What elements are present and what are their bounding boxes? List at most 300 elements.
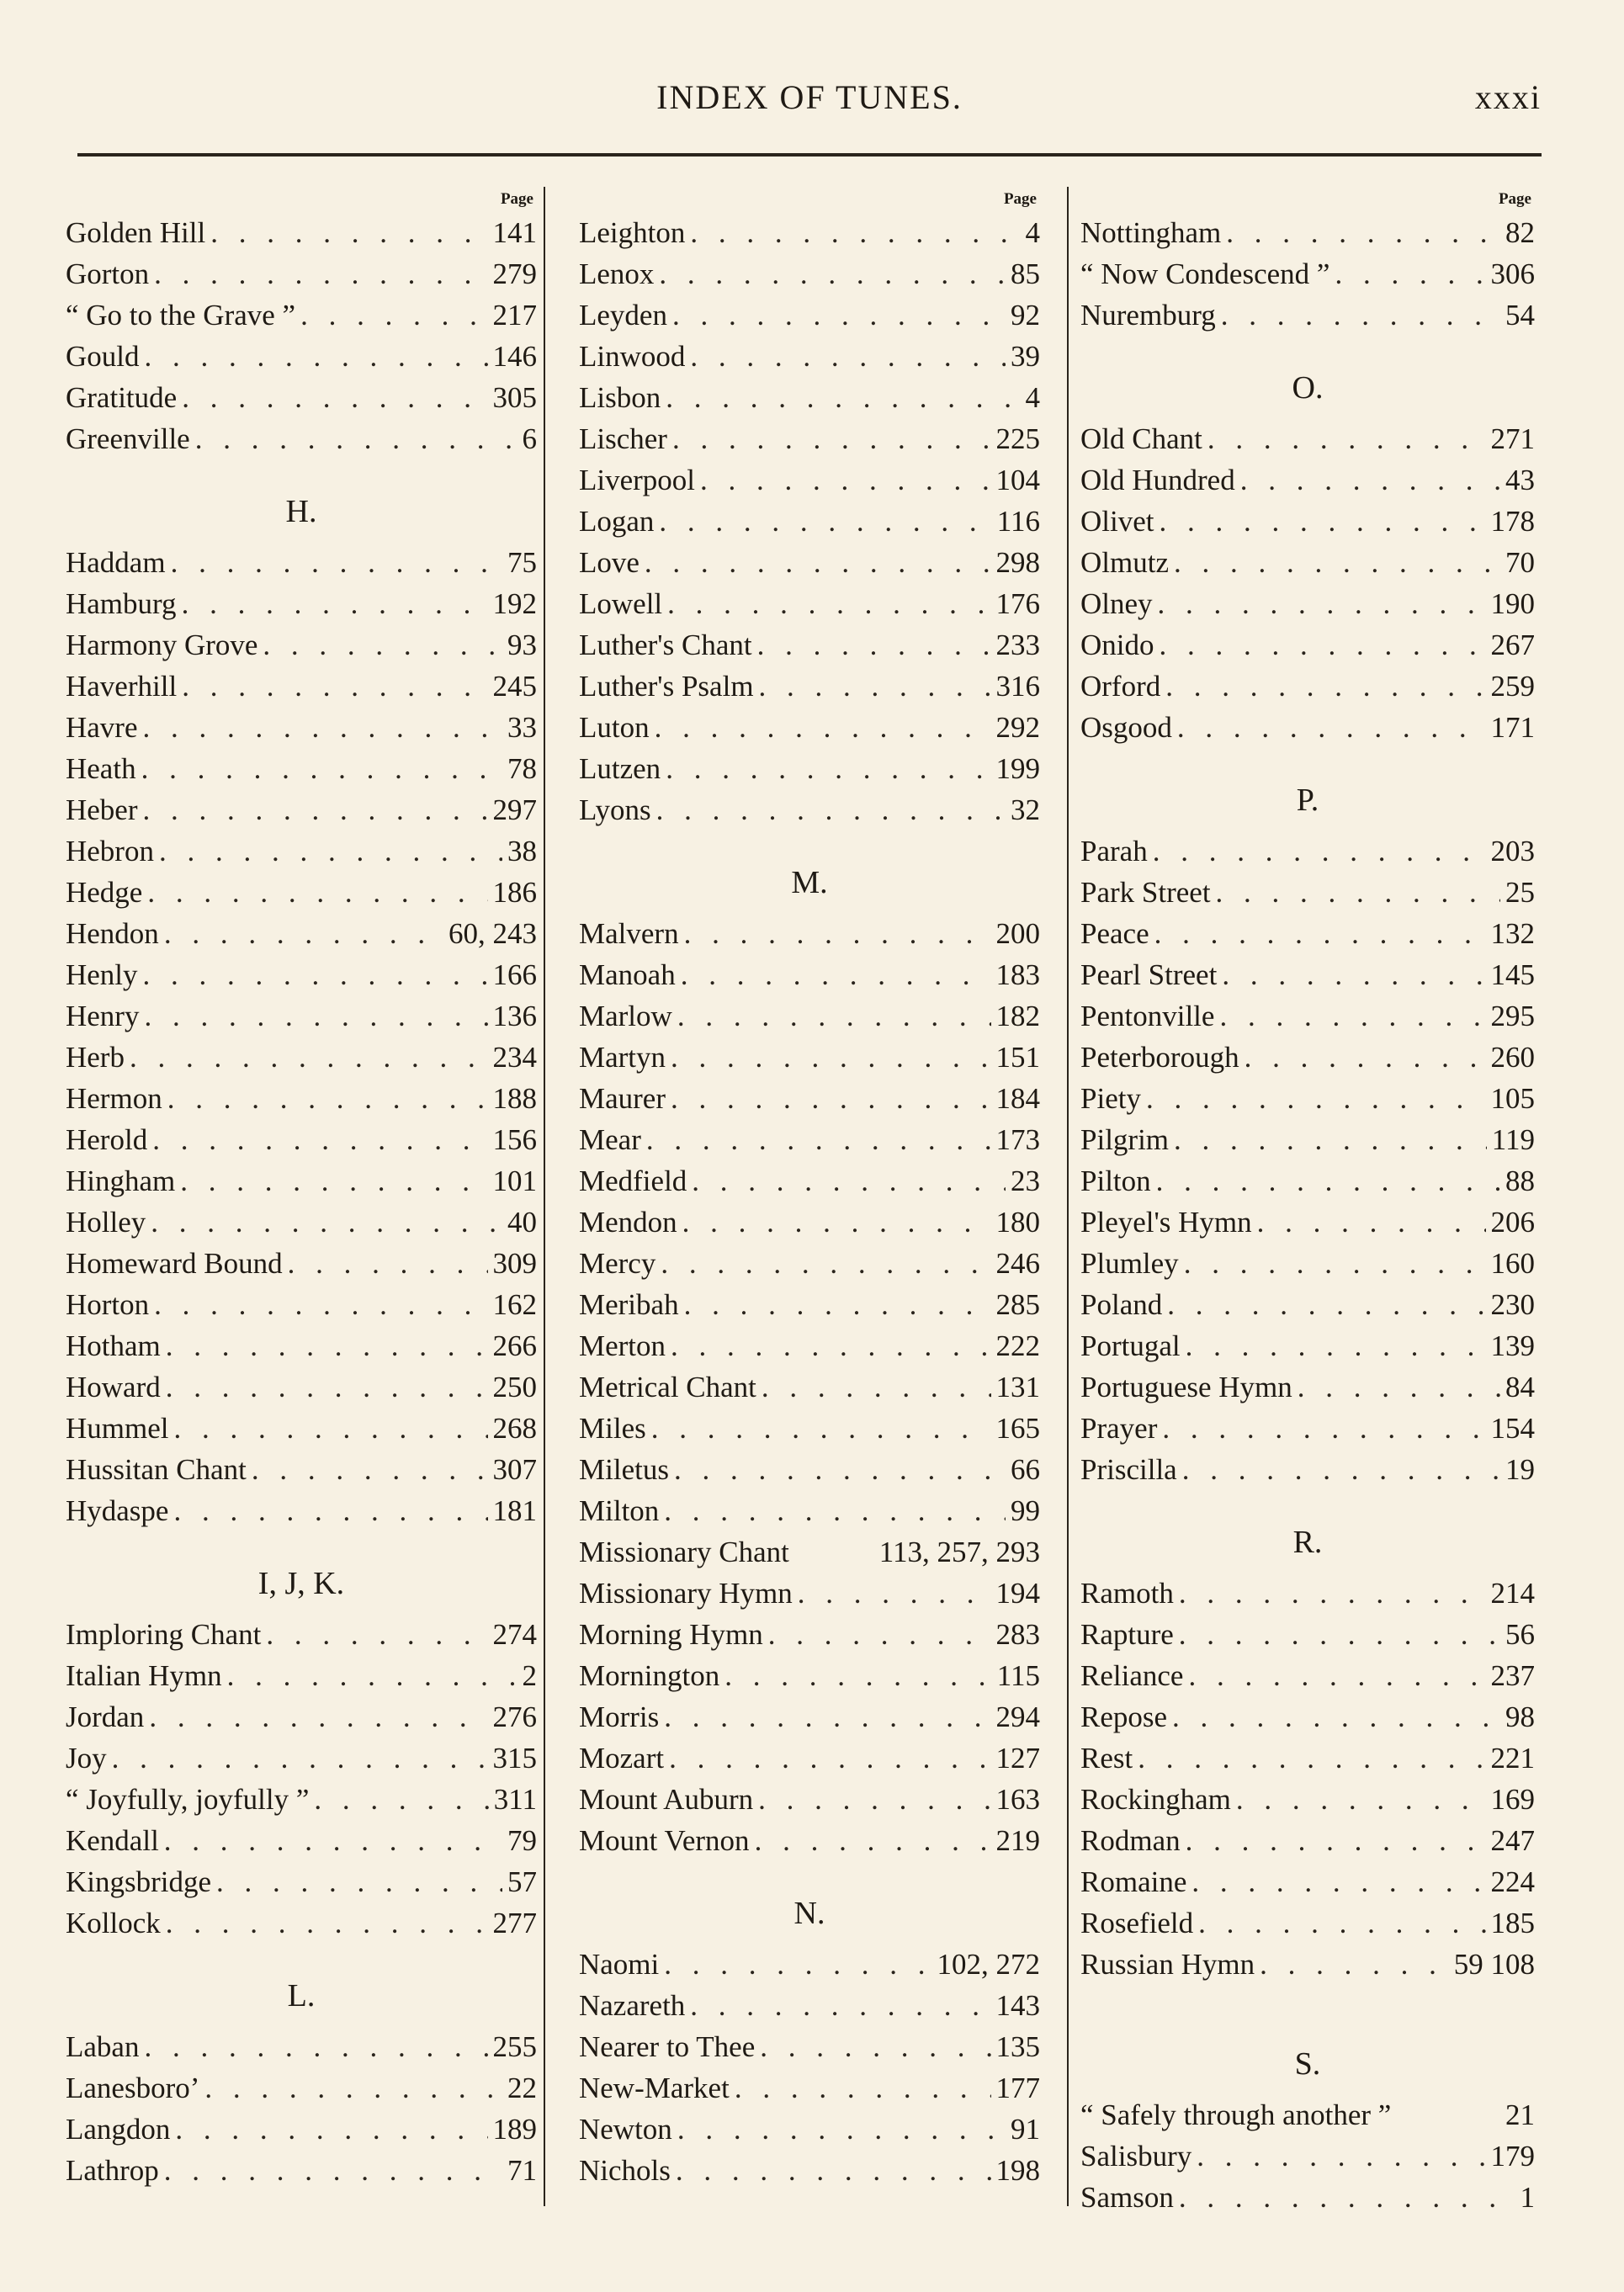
tune-name: Hotham <box>66 1329 161 1362</box>
page-reference: 22 <box>507 2072 537 2104</box>
tune-name: Lathrop <box>66 2154 159 2187</box>
dot-leader <box>667 418 991 459</box>
tune-name: Miletus <box>579 1453 669 1486</box>
page-reference: 246 <box>995 1247 1040 1280</box>
page-reference: 305 <box>492 381 537 414</box>
index-entry <box>1080 666 1535 707</box>
index-entry <box>579 624 1040 666</box>
page-reference: 163 <box>995 1783 1040 1816</box>
index-entry <box>1080 2177 1535 2218</box>
dot-leader <box>159 913 443 954</box>
index-entry <box>1080 1202 1535 1243</box>
dot-leader <box>1174 1614 1500 1655</box>
tune-name: Nuremburg <box>1080 299 1216 332</box>
page-reference: 255 <box>492 2030 537 2063</box>
dot-leader <box>667 294 1006 336</box>
index-entry <box>66 830 537 872</box>
tune-name: Jordan <box>66 1700 145 1733</box>
index-entry <box>1080 830 1535 872</box>
tune-name: Maurer <box>579 1082 666 1115</box>
page-reference: 259 <box>1490 670 1535 703</box>
dot-leader <box>170 2109 487 2150</box>
tune-name: Nearer to Thee <box>579 2030 756 2063</box>
index-entry <box>579 1655 1040 1696</box>
page-reference: 221 <box>1490 1742 1535 1775</box>
tune-name: Gorton <box>66 257 150 290</box>
page-reference: 181 <box>492 1494 537 1527</box>
tune-name: Golden Hill <box>66 216 206 249</box>
page-reference: 266 <box>492 1329 537 1362</box>
dot-leader <box>679 913 991 954</box>
dot-leader <box>190 418 517 459</box>
tune-name: Old Chant <box>1080 422 1202 455</box>
dot-leader <box>672 995 991 1037</box>
page-reference: 23 <box>1011 1165 1040 1197</box>
page-reference: 88 <box>1505 1165 1535 1197</box>
tune-name: Love <box>579 546 640 579</box>
index-entry <box>1080 954 1535 995</box>
tune-name: Rockingham <box>1080 1783 1231 1816</box>
page-reference: 154 <box>1490 1412 1535 1445</box>
tune-name: Langdon <box>66 2113 171 2146</box>
page-reference: 250 <box>492 1371 537 1403</box>
index-entry <box>66 1119 537 1160</box>
dot-leader <box>205 212 487 253</box>
tune-name: Medfield <box>579 1165 687 1197</box>
tune-name: “ Go to the Grave ” <box>66 299 296 332</box>
dot-leader <box>662 583 990 624</box>
dot-leader <box>1167 1696 1500 1738</box>
index-column-2 <box>579 187 1040 2191</box>
page-reference: 4 <box>1025 381 1040 414</box>
index-entry <box>1080 1696 1535 1738</box>
page-reference: 206 <box>1490 1206 1535 1239</box>
page-reference: 182 <box>995 1000 1040 1032</box>
index-entry <box>66 1738 537 1779</box>
page-reference: 180 <box>995 1206 1040 1239</box>
tune-name: Hussitan Chant <box>66 1453 247 1486</box>
index-entry <box>66 542 537 583</box>
dot-leader <box>1174 2177 1515 2218</box>
tune-name: Martyn <box>579 1041 666 1074</box>
dot-leader <box>168 1490 487 1531</box>
index-entry <box>579 1202 1040 1243</box>
section-letter: M. <box>791 865 828 900</box>
index-entry <box>66 1202 537 1243</box>
column-divider <box>544 187 545 2206</box>
tune-name: Laban <box>66 2030 140 2063</box>
dot-leader <box>752 624 991 666</box>
tune-name: Italian Hymn <box>66 1659 222 1692</box>
tune-name: Mount Vernon <box>579 1824 750 1857</box>
dot-leader <box>730 2067 991 2109</box>
page-reference: 165 <box>995 1412 1040 1445</box>
page-reference: 311 <box>493 1783 537 1816</box>
index-entry <box>579 1037 1040 1078</box>
page-reference: 2 <box>522 1659 537 1692</box>
page-reference: 56 <box>1505 1618 1535 1651</box>
page-reference: 1 <box>1520 2181 1535 2214</box>
page-reference: 230 <box>1490 1288 1535 1321</box>
tune-name: Park Street <box>1080 876 1211 909</box>
index-entry <box>1080 1366 1535 1408</box>
tune-name: Mozart <box>579 1742 665 1775</box>
tune-name: Old Hundred <box>1080 464 1235 496</box>
page-reference: 192 <box>492 587 537 620</box>
dot-leader <box>1186 1861 1485 1902</box>
index-entry <box>66 624 537 666</box>
tune-name: Portuguese Hymn <box>1080 1371 1292 1403</box>
dot-leader <box>222 1655 517 1696</box>
index-entry <box>66 1284 537 1325</box>
index-entry <box>66 789 537 830</box>
dot-leader <box>168 1408 487 1449</box>
tune-name: Mear <box>579 1123 641 1156</box>
page-reference: 176 <box>995 587 1040 620</box>
index-entry <box>1080 212 1535 253</box>
page-reference: 75 <box>507 546 537 579</box>
dot-leader <box>1191 2135 1485 2177</box>
tune-name: Mercy <box>579 1247 656 1280</box>
tune-name: Poland <box>1080 1288 1163 1321</box>
dot-leader <box>144 1696 487 1738</box>
page-reference: 225 <box>995 422 1040 455</box>
page-reference: 40 <box>507 1206 537 1239</box>
tune-name: Orford <box>1080 670 1161 703</box>
index-entry <box>1080 459 1535 501</box>
spacer <box>1080 1985 1535 2012</box>
section-letter: L. <box>287 1978 316 2013</box>
page-reference: 82 <box>1505 216 1535 249</box>
section-letter: P. <box>1296 783 1319 818</box>
dot-leader <box>685 212 1020 253</box>
page-title: INDEX OF TUNES. <box>656 78 963 116</box>
page-reference: 105 <box>1490 1082 1535 1115</box>
dot-leader <box>661 377 1020 418</box>
page-reference: 219 <box>995 1824 1040 1857</box>
page-reference: 186 <box>492 876 537 909</box>
tune-name: Leighton <box>579 216 686 249</box>
page-reference: 198 <box>995 2154 1040 2187</box>
dot-leader <box>1151 1160 1500 1202</box>
index-entry <box>579 666 1040 707</box>
page-reference: 179 <box>1490 2140 1535 2173</box>
page-reference: 307 <box>492 1453 537 1486</box>
index-entry <box>1080 1902 1535 1944</box>
page-reference: 32 <box>1011 793 1040 826</box>
page-reference: 190 <box>1490 587 1535 620</box>
tune-name: Havre <box>66 711 138 744</box>
dot-leader <box>257 624 502 666</box>
tune-name: Peterborough <box>1080 1041 1239 1074</box>
page-reference: 101 <box>492 1165 537 1197</box>
index-entry <box>66 1325 537 1366</box>
index-entry <box>66 1861 537 1902</box>
section-letter: O. <box>1292 370 1324 406</box>
dot-leader <box>687 1160 1006 1202</box>
tune-name: Olney <box>1080 587 1153 620</box>
page-reference: 127 <box>995 1742 1040 1775</box>
page-reference: 306 <box>1490 257 1535 290</box>
tune-name: Plumley <box>1080 1247 1179 1280</box>
dot-leader <box>1179 1243 1486 1284</box>
tune-name: Pleyel's Hymn <box>1080 1206 1252 1239</box>
page-reference: 185 <box>1490 1907 1535 1939</box>
page-reference: 294 <box>995 1700 1040 1733</box>
dot-leader <box>672 2109 1006 2150</box>
index-entry <box>579 583 1040 624</box>
index-entry <box>66 1160 537 1202</box>
index-entry <box>579 1985 1040 2026</box>
tune-name: Rest <box>1080 1742 1133 1775</box>
index-entry <box>579 459 1040 501</box>
page-reference: 315 <box>492 1742 537 1775</box>
index-entry <box>579 1738 1040 1779</box>
page-reference: 98 <box>1505 1700 1535 1733</box>
dot-leader <box>140 336 488 377</box>
tune-name: Morris <box>579 1700 660 1733</box>
tune-name: Pilgrim <box>1080 1123 1170 1156</box>
tune-name: Lyons <box>579 793 651 826</box>
index-entry <box>66 1779 537 1820</box>
page-reference: 19 <box>1505 1453 1535 1486</box>
page-reference: 60, 243 <box>448 917 537 950</box>
dot-leader <box>1221 212 1500 253</box>
index-entry <box>579 1325 1040 1366</box>
page-reference: 104 <box>995 464 1040 496</box>
page-reference: 135 <box>995 2030 1040 2063</box>
dot-leader <box>685 336 1006 377</box>
dot-leader <box>1211 872 1500 913</box>
index-entry <box>66 1037 537 1078</box>
index-entry <box>579 1490 1040 1531</box>
dot-leader <box>1183 1655 1485 1696</box>
page-reference: 162 <box>492 1288 537 1321</box>
dot-leader <box>754 666 991 707</box>
dot-leader <box>1202 418 1486 459</box>
tune-name: Heber <box>66 793 138 826</box>
page-reference: 268 <box>492 1412 537 1445</box>
tune-name: Peace <box>1080 917 1149 950</box>
tune-name: Haddam <box>66 546 166 579</box>
index-entry <box>579 1119 1040 1160</box>
section-letter: S. <box>1294 2046 1321 2082</box>
index-entry <box>1080 1243 1535 1284</box>
page-reference: 91 <box>1011 2113 1040 2146</box>
page-reference: 71 <box>507 2154 537 2187</box>
tune-name: Portugal <box>1080 1329 1181 1362</box>
index-entry <box>579 1820 1040 1861</box>
index-entry <box>66 954 537 995</box>
tune-name: Marlow <box>579 1000 672 1032</box>
tune-name: New-Market <box>579 2072 730 2104</box>
page-reference: 70 <box>1505 546 1535 579</box>
page-reference: 177 <box>995 2072 1040 2104</box>
index-entry <box>1080 1037 1535 1078</box>
tune-name: Logan <box>579 505 655 538</box>
index-entry <box>66 418 537 459</box>
dot-leader <box>161 1366 488 1408</box>
dot-leader <box>161 1325 488 1366</box>
dot-leader <box>695 459 990 501</box>
dot-leader <box>146 1202 502 1243</box>
dot-leader <box>646 1408 991 1449</box>
tune-name: Repose <box>1080 1700 1168 1733</box>
dot-leader <box>161 1902 488 1944</box>
tune-name: Greenville <box>66 422 190 455</box>
index-entry <box>66 1490 537 1531</box>
dot-leader <box>1239 1037 1486 1078</box>
tune-name: “ Now Condescend ” <box>1080 257 1330 290</box>
index-entry <box>66 377 537 418</box>
tune-name: Haverhill <box>66 670 178 703</box>
dot-leader <box>654 253 1006 294</box>
dot-leader <box>640 542 991 583</box>
tune-name: Harmony Grove <box>66 629 258 661</box>
index-entry <box>579 1573 1040 1614</box>
index-entry <box>66 212 537 253</box>
dot-leader <box>175 1160 487 1202</box>
tune-name: Kollock <box>66 1907 161 1939</box>
index-entry <box>66 872 537 913</box>
index-entry <box>579 418 1040 459</box>
page-reference: 33 <box>507 711 537 744</box>
page-reference: 25 <box>1505 876 1535 909</box>
dot-leader <box>685 1985 990 2026</box>
dot-leader <box>261 1614 487 1655</box>
index-column-1 <box>66 187 537 2191</box>
tune-name: Lischer <box>579 422 667 455</box>
dot-leader <box>177 583 488 624</box>
section-letter: N. <box>793 1896 825 1931</box>
page-reference: 189 <box>492 2113 537 2146</box>
tune-name: Morning Hymn <box>579 1618 763 1651</box>
dot-leader <box>666 1325 990 1366</box>
dot-leader <box>1181 1820 1486 1861</box>
index-entry <box>1080 1078 1535 1119</box>
index-entry <box>579 789 1040 830</box>
page-number: xxxi <box>1474 78 1542 116</box>
tune-name: Hamburg <box>66 587 177 620</box>
page-reference: 113, 257, 293 <box>878 1536 1040 1568</box>
page-reference: 54 <box>1505 299 1535 332</box>
index-entry <box>1080 542 1535 583</box>
dot-leader <box>1149 913 1486 954</box>
dot-leader <box>1329 253 1485 294</box>
page-reference: 102, 272 <box>937 1948 1040 1981</box>
index-entry <box>66 583 537 624</box>
page-reference: 139 <box>1490 1329 1535 1362</box>
tune-name: Hingham <box>66 1165 176 1197</box>
dot-leader <box>149 253 487 294</box>
index-entry <box>579 2026 1040 2067</box>
dot-leader <box>671 2150 991 2191</box>
dot-leader <box>142 872 487 913</box>
tune-name: Lowell <box>579 587 663 620</box>
page-column-heading: Page <box>1003 190 1037 208</box>
tune-name: Piety <box>1080 1082 1141 1115</box>
dot-leader <box>641 1119 991 1160</box>
index-entry <box>1080 1944 1535 1985</box>
page-reference: 166 <box>492 958 537 991</box>
index-entry <box>66 1243 537 1284</box>
page-reference: 276 <box>492 1700 537 1733</box>
tune-name: Hedge <box>66 876 143 909</box>
tune-name: Malvern <box>579 917 679 950</box>
index-entry <box>66 1449 537 1490</box>
page-reference: 43 <box>1505 464 1535 496</box>
index-entry <box>579 2150 1040 2191</box>
dot-leader <box>1154 624 1486 666</box>
dot-leader <box>664 1738 990 1779</box>
dot-leader <box>669 1449 1006 1490</box>
dot-leader <box>1217 954 1485 995</box>
tune-name: Mornington <box>579 1659 720 1692</box>
index-entry <box>66 1902 537 1944</box>
tune-name: Parah <box>1080 835 1148 867</box>
tune-name: Metrical Chant <box>579 1371 756 1403</box>
dot-leader <box>247 1449 488 1490</box>
index-entry <box>1080 913 1535 954</box>
index-entry <box>1080 872 1535 913</box>
index-entry <box>1080 1573 1535 1614</box>
tune-name: Manoah <box>579 958 676 991</box>
index-entry <box>579 377 1040 418</box>
index-entry <box>1080 501 1535 542</box>
index-entry <box>579 913 1040 954</box>
dot-leader <box>309 1779 488 1820</box>
page-reference: 178 <box>1490 505 1535 538</box>
dot-leader <box>666 1078 990 1119</box>
index-entry <box>579 707 1040 748</box>
page-reference: 277 <box>492 1907 537 1939</box>
index-entry <box>66 2109 537 2150</box>
dot-leader <box>1169 1119 1487 1160</box>
index-entry <box>579 748 1040 789</box>
page-reference: 38 <box>507 835 537 867</box>
page-reference: 141 <box>492 216 537 249</box>
tune-name: Henly <box>66 958 138 991</box>
tune-name: Rodman <box>1080 1824 1181 1857</box>
tune-name: Merton <box>579 1329 666 1362</box>
dot-leader <box>659 1490 1006 1531</box>
index-entry <box>1080 1408 1535 1449</box>
index-entry <box>579 1078 1040 1119</box>
index-entry <box>1080 1284 1535 1325</box>
dot-leader <box>1141 1078 1486 1119</box>
dot-leader <box>659 1944 931 1985</box>
index-entry <box>579 1449 1040 1490</box>
dot-leader <box>1153 583 1486 624</box>
page-reference: 171 <box>1490 711 1535 744</box>
index-entry <box>66 1614 537 1655</box>
dot-leader <box>138 954 488 995</box>
page-header <box>77 77 1542 128</box>
index-entry <box>66 1078 537 1119</box>
tune-name: Naomi <box>579 1948 660 1981</box>
index-entry <box>579 1243 1040 1284</box>
index-entry <box>1080 1820 1535 1861</box>
dot-leader <box>199 2067 502 2109</box>
index-entry <box>1080 1449 1535 1490</box>
dot-leader <box>1177 1449 1500 1490</box>
tune-name: Herold <box>66 1123 148 1156</box>
dot-leader <box>162 1078 488 1119</box>
page-reference: 59 108 <box>1453 1948 1535 1981</box>
dot-leader <box>1154 501 1485 542</box>
tune-name: Nazareth <box>579 1989 686 2022</box>
page-reference: 116 <box>996 505 1040 538</box>
